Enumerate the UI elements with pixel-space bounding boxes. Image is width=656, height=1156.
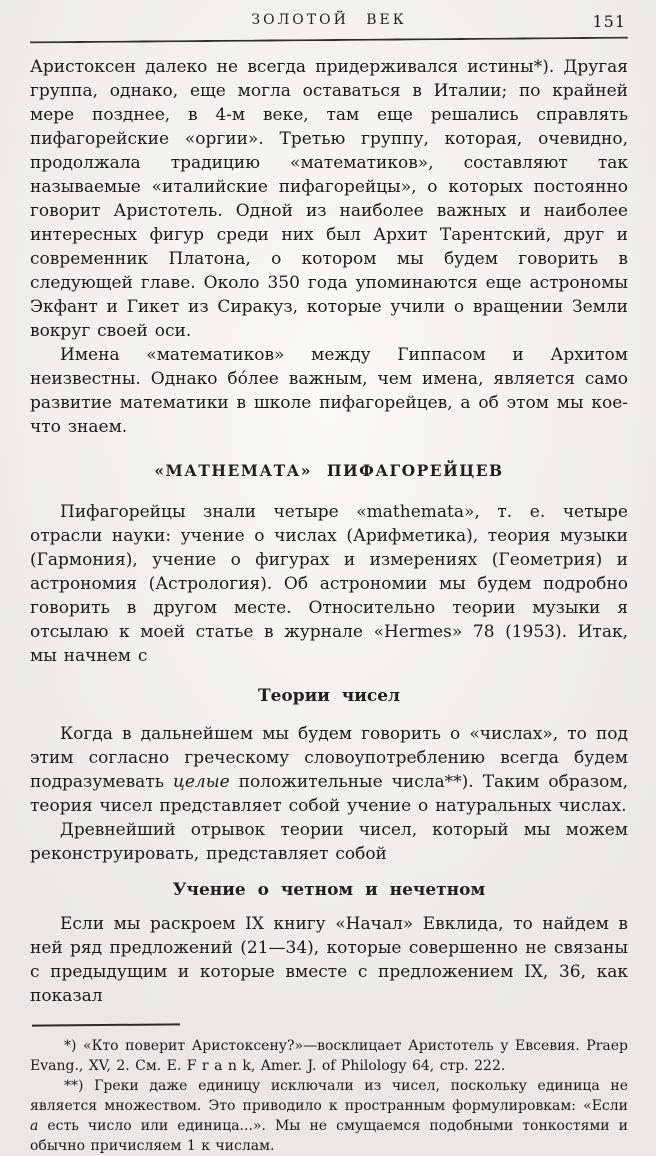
footnote-segment: **) Греки даже единицу исключали из чисел, поскольку единица не является множеством. Это приводило к пространным формулировкам: «Если — [30, 1078, 628, 1114]
paragraph-segment: положительные числа**). Таким образом, теория чисел представляет собой учение о натуральных числах. — [30, 772, 628, 816]
section-heading-even-odd: Учение о четном и нечетном — [172, 880, 486, 900]
page-body — [30, 55, 628, 1008]
paragraph-four-mathemata: Пифагорейцы знали четыре «mathemata», т. е. четыре отрасли науки: учение о числах (Арифметика), теория музыки (Гармония), учение о фигурах и измерениях (Геометрия) и астрономия (Астрология). Об астрономии мы будем подробно говорить в другом месте. Относительно теории музыки я отсылаю к моей статье в журнале «Hermes» 78 (1953). Итак, мы начнем с — [30, 502, 628, 666]
paragraph-aristoxenus: Аристоксен далеко не всегда придерживался истины*). Другая группа, однако, еще могла оставаться в Италии; по крайней мере позднее, в 4-м веке, там еще решались справлять пифагорейские «оргии». Третью группу, которая, очевидно, продолжала традицию «математиков», составляют так называемые «италийские пифагорейцы», о которых постоянно говорит Аристотель. Одной из наиболее важных и наиболее интересных фигур среди них был Архит Тарентский, друг и современник Платона, о котором мы будем говорить в следующей главе. Около 350 года упоминаются еще астрономы Экфант и Гикет из Сиракуз, которые учили о вращении Земли вокруг своей оси. — [30, 57, 628, 341]
italic-letter-a: а — [30, 1118, 39, 1134]
paragraph-names-of-mathematicians: Имена «математиков» между Гиппасом и Архитом неизвестны. Однако бо́лее важным, чем имена, является само развитие математики в школе пифагорейцев, а об этом мы кое-что знаем. — [30, 345, 628, 437]
footnote-rule — [32, 1023, 180, 1026]
header-rule — [30, 37, 628, 44]
page-number: 151 — [592, 12, 626, 31]
section-heading-number-theory: Теории чисел — [257, 686, 401, 706]
running-title: ЗОЛОТОЙ ВЕК — [251, 12, 407, 28]
footnote-2 — [30, 1076, 628, 1156]
footnote-1: *) «Кто поверит Аристоксену?»—восклицает Аристотель у Евсевия. Praep Evang., XV, 2. См. Е. F r a n k, Amer. J. of Philology 64, стр. 222. — [30, 1038, 628, 1074]
italic-word-whole: целые — [172, 772, 230, 792]
section-heading-mathemata: «МАТНЕМАТА» ПИФАГОРЕЙЦЕВ — [154, 461, 504, 480]
running-header — [30, 12, 628, 34]
paragraph-euclid-book-ix: Если мы раскроем IX книгу «Начал» Евклида, то найдем в ней ряд предложений (21—34), которые совершенно не связаны с предыдущим и которые вместе с предложением IX, 36, как показал — [30, 914, 628, 1006]
paragraph-whole-numbers — [30, 722, 628, 818]
paragraph-segment: Когда в дальнейшем мы будем говорить о «числах», то под этим согласно греческому словоупотреблению всегда будем подразумевать — [30, 724, 628, 792]
footnote-segment: есть число или единица...». Мы не смущаемся подобными тонкостями и обычно причисляем 1 к числам. — [30, 1118, 628, 1154]
paragraph-oldest-fragment: Древнейший отрывок теории чисел, который мы можем реконструировать, представляет собой — [30, 820, 628, 864]
footnote-area — [30, 1024, 628, 1156]
